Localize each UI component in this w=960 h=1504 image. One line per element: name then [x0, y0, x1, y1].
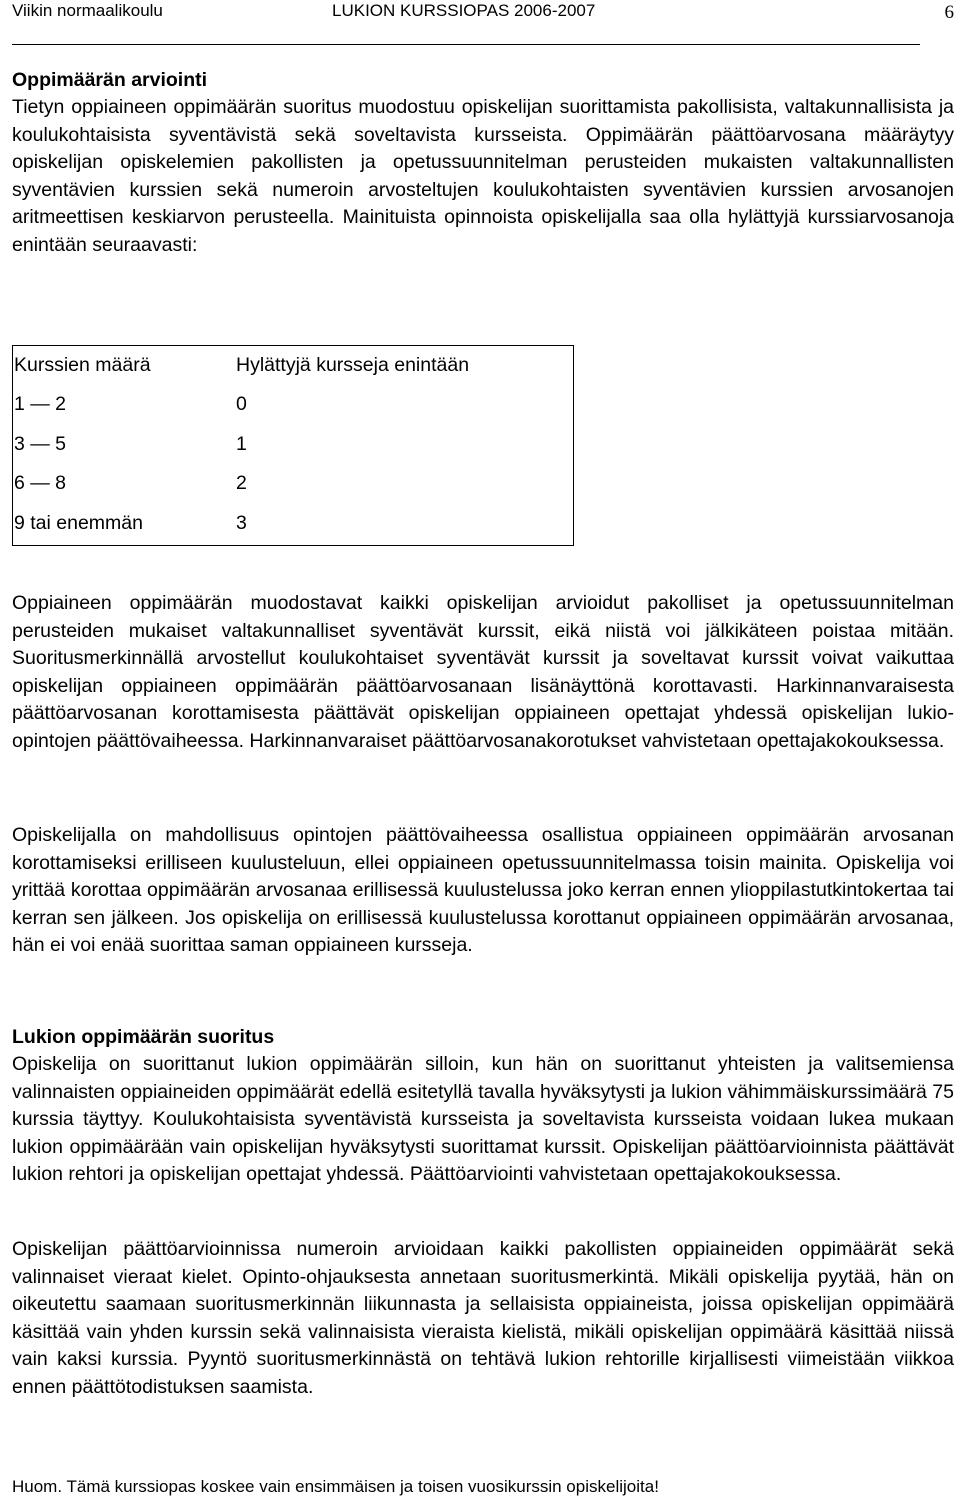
- paragraph-separate-exam: Opiskelijalla on mahdollisuus opintojen päättövaiheessa osallistua oppiaineen oppimäärän arvosanan korottamiseksi erilliseen kuulusteluun, ellei oppiaineen opetussuunnitelmassa toisin mainita. Opiskelija voi yrittää korottaa oppimäärän arvosanaa erillisessä kuulustelussa joko kerran ennen ylioppilastutkintokertaa tai kerran sen jälkeen. Jos opiskelija on erillisessä kuulustelussa korottanut oppiaineen oppimäärän arvosanaa, hän ei voi enää suorittaa saman oppiaineen kursseja.: [12, 824, 954, 956]
- header-rule: [12, 44, 920, 45]
- paragraph-completion: Opiskelija on suorittanut lukion oppimäärän silloin, kun hän on suorittanut yhteisten ja valitsemiensa valinnaisten oppiaineiden oppimäärät edellä esitetyllä tavalla hyväksytysti ja lukion vähimmäiskurssimäärä 75 kurssia täyttyy. Koulukohtaisista syventävistä kursseista ja soveltavista kursseista voidaan lukea mukaan lukion oppimäärään vain opiskelijan hyväksytysti suorittamat kurssit. Opiskelijan päättöarvioinnista päättävät lukion rehtori ja opiskelijan opettajat yhdessä. Päättöarviointi vahvistetaan opettajakokouksessa.: [12, 1053, 954, 1185]
- failed-courses-table: [12, 345, 574, 543]
- table-cell: 2: [236, 472, 247, 495]
- table-cell: 3 — 5: [14, 432, 67, 455]
- section-heading-completion: Lukion oppimäärän suoritus: [12, 1026, 275, 1048]
- paragraph-final-assessment: Opiskelijan päättöarvioinnissa numeroin arvioidaan kaikki pakollisten oppiaineiden oppimäärät sekä valinnaiset vieraat kielet. Opinto-ohjauksesta annetaan suoritusmerkintä. Mikäli opiskelija pyytää, hän on oikeutettu saamaan suoritusmerkinnän liikunnasta ja sellaisista oppiaineista, joissa opiskelijan oppimäärä käsittää vain yhden kurssin sekä valinnaisista vieraista kielistä, mikäli opiskelijan oppimäärä käsittää niissä vain kaksi kurssia. Pyyntö suoritusmerkinnästä on tehtävä lukion rehtorille kirjallisesti viimeistään viikkoa ennen päättötodistuksen saamista.: [12, 1238, 954, 1398]
- table-header-cell: Kurssien määrä: [14, 353, 151, 376]
- table-header-cell: Hylättyjä kursseja enintään: [236, 353, 470, 376]
- paragraph-assessment-intro: Tietyn oppiaineen oppimäärän suoritus muodostuu opiskelijan suorittamista pakollisista, valtakunnallisista ja koulukohtaisista syventävistä sekä soveltavista kursseista. Oppimäärän päättöarvosana määräytyy opiskelijan opiskelemien pakollisten ja opetussuunnitelman perusteiden mukaisten valtakunnallisten syventävien kurssien sekä numeroin arvosteltujen koulukohtaisten syventävien kurssien arvosanojen aritmeettisen keskiarvon perusteella. Mainituista opinnoista opiskelijalla saa olla hylättyjä kurssiarvosanoja enintään seuraavasti:: [12, 96, 954, 256]
- table-cell: 1 — 2: [14, 393, 67, 416]
- table-header-row: [12, 345, 574, 385]
- table-row: [12, 464, 574, 504]
- section-assessment: [12, 66, 954, 259]
- table-row: [12, 424, 574, 464]
- table-cell: 9 tai enemmän: [14, 511, 143, 534]
- document-page: [12, 0, 954, 1496]
- school-name: Viikin normaalikoulu: [12, 1, 163, 20]
- paragraph-syllabus-composition: Oppiaineen oppimäärän muodostavat kaikki opiskelijan arvioidut pakolliset ja opetussuunnitelman perusteiden mukaiset valtakunnalliset syventävät kurssit, eikä niistä voi jälkikäteen poistaa mitään. Suoritusmerkinnällä arvostellut koulukohtaiset syventävät kurssit ja soveltavat kurssit voivat vaikuttaa opiskelijan oppiaineen oppimäärän päättöarvosanaan lisänäyttönä korottavasti. Harkinnanvaraisesta päättöarvosanan korottamisesta päättävät opiskelijan oppiaineen opettajat yhdessä opiskelijan lukio-opintojen päättövaiheessa. Harkinnanvaraiset päättöarvosanakorotukset vahvistetaan opettajakokouksessa.: [12, 592, 954, 752]
- page-header: [12, 0, 954, 40]
- table-row: [12, 503, 574, 543]
- table-row: [12, 385, 574, 425]
- section-heading-assessment: Oppimäärän arviointi: [12, 69, 208, 91]
- table-cell: 0: [236, 393, 247, 416]
- table-cell: 1: [236, 432, 247, 455]
- page-number: 6: [944, 2, 954, 23]
- table-cell: 6 — 8: [14, 472, 67, 495]
- footer-note: Huom. Tämä kurssiopas koskee vain ensimmäisen ja toisen vuosikurssin opiskelijoita!: [12, 1477, 659, 1496]
- guide-title: LUKION KURSSIOPAS 2006-2007: [332, 1, 596, 20]
- table-cell: 3: [236, 511, 247, 534]
- section-completion: [12, 1023, 954, 1189]
